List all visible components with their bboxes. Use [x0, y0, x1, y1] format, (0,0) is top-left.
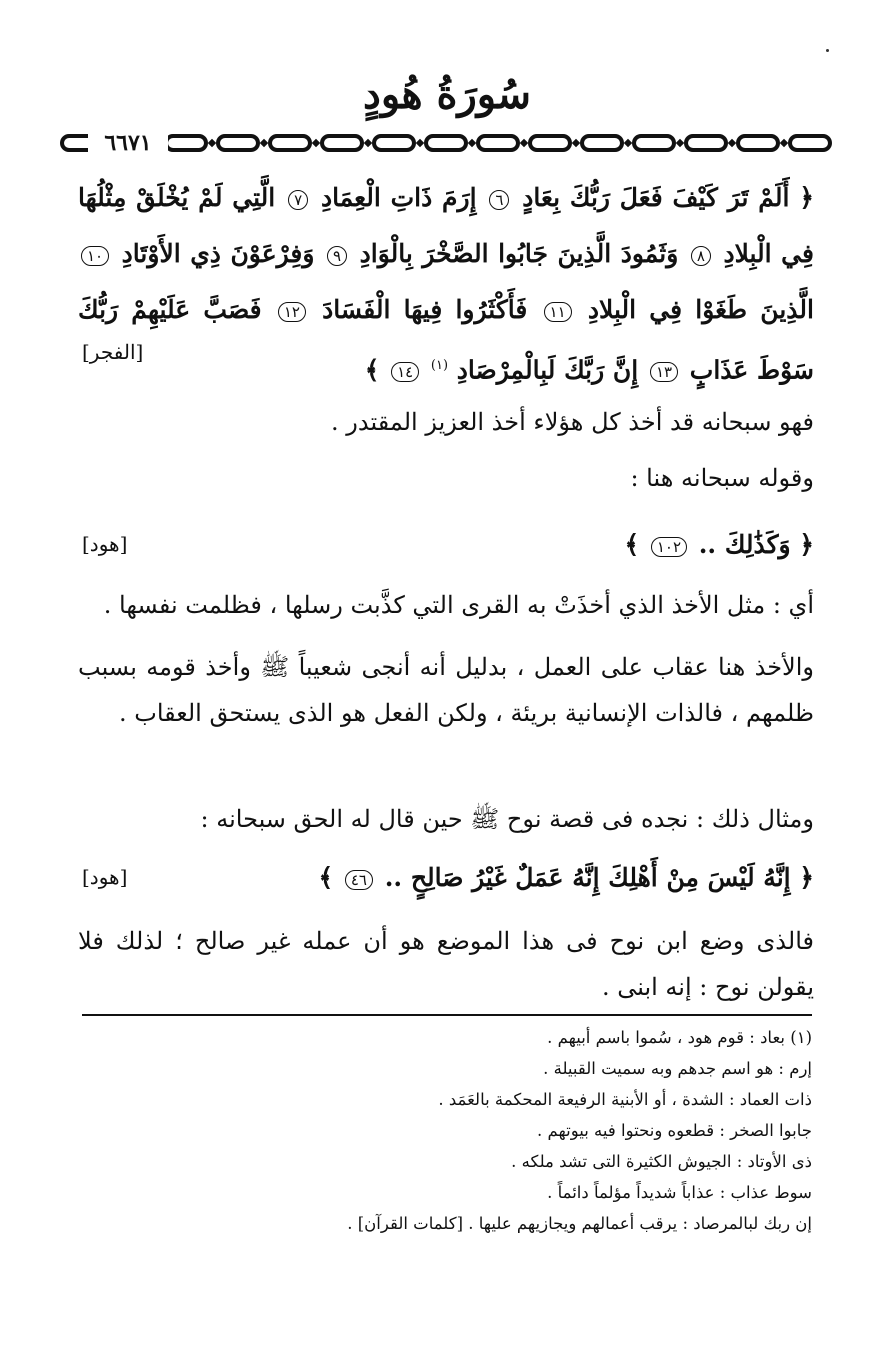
verse-number: ١٠٢ — [651, 537, 687, 557]
chain-link — [790, 136, 830, 150]
verse-text: وَكَذَٰلِكَ .. — [698, 530, 791, 559]
verse-number: ٤٦ — [345, 870, 373, 890]
verse-number: ٩ — [327, 246, 347, 266]
verse-text: وَثَمُودَ الَّذِينَ جَابُوا الصَّخْرَ بِالْوَادِ — [359, 239, 679, 268]
footnote-divider — [82, 1014, 812, 1016]
quran-open-bracket: ﴿ — [799, 183, 814, 212]
surah-reference-hud: [هود] — [82, 532, 128, 556]
chain-link — [738, 136, 778, 150]
verse-number: ١١ — [544, 302, 572, 322]
chain-link — [686, 136, 726, 150]
verse-text: فَأَكْثَرُوا فِيهَا الْفَسَادَ — [322, 295, 528, 324]
footnote-line: (١) بعاد : قوم هود ، سُموا باسم أبيهم . — [547, 1028, 812, 1047]
chain-diamond — [676, 139, 684, 147]
verse-text: أَلَمْ تَرَ كَيْفَ فَعَلَ رَبُّكَ بِعَادٍ — [522, 183, 790, 212]
quran-close-bracket: ﴾ — [364, 355, 380, 385]
chain-diamond — [728, 139, 736, 147]
chain-diamond — [572, 139, 580, 147]
chain-diamond — [312, 139, 320, 147]
stray-dot — [826, 49, 829, 52]
chain-diamond — [260, 139, 268, 147]
paragraph: فهو سبحانه قد أخذ كل هؤلاء أخذ العزيز المقتدر . — [331, 408, 814, 436]
hud-verse-102 — [78, 517, 814, 573]
verse-number: ١٤ — [391, 362, 419, 382]
footnotes — [82, 1022, 812, 1239]
chain-link — [218, 136, 258, 150]
chain-link — [582, 136, 622, 150]
verse-text: إِنَّ رَبَّكَ لَبِالْمِرْصَادِ — [456, 355, 639, 385]
chain-link — [634, 136, 674, 150]
paragraph: ومثال ذلك : نجده فى قصة نوح ﷺ حين قال له الحق سبحانه : — [200, 805, 814, 833]
footnote-line: إرم : هو اسم جدهم وبه سميت القبيلة . — [543, 1059, 812, 1078]
paragraph: أي : مثل الأخذ الذي أخذَتْ به القرى التي كذَّبت رسلها ، فظلمت نفسها . — [103, 591, 814, 619]
chain-diamond — [208, 139, 216, 147]
paragraph: والأخذ هنا عقاب على العمل ، بدليل أنه أنجى شعيباً ﷺ وأخذ قومه بسبب ظلمهم ، فالذات الإنسانية بريئة ، ولكن الفعل هو الذى يستحق العقاب . — [78, 653, 814, 727]
paragraph: وقوله سبحانه هنا : — [630, 464, 814, 492]
verse-text: إِرَمَ ذَاتِ الْعِمَادِ — [320, 183, 477, 212]
chain-link — [270, 136, 310, 150]
verse-number: ٧ — [288, 190, 308, 210]
footnote-line: ذات العماد : الشدة ، أو الأبنية الرفيعة المحكمة بالعَمَد . — [438, 1090, 812, 1109]
footnote-line: سوط عذاب : عذاباً شديداً مؤلماً دائماً . — [547, 1183, 812, 1202]
quran-open-bracket: ﴿ — [799, 863, 814, 892]
chain-link — [322, 136, 362, 150]
page-number: ٦٦٧١ — [88, 128, 168, 158]
footnote-line: ذى الأوتاد : الجيوش الكثيرة التى تشد ملكه . — [511, 1152, 812, 1171]
chain-link — [166, 136, 206, 150]
chain-diamond — [468, 139, 476, 147]
chain-diamond — [520, 139, 528, 147]
verse-text: إِنَّهُ لَيْسَ مِنْ أَهْلِكَ إِنَّهُ عَمَلٌ غَيْرُ صَالِحٍ .. — [384, 863, 791, 892]
quran-open-bracket: ﴿ — [799, 530, 814, 559]
verse-number: ١٣ — [650, 362, 678, 382]
chain-diamond — [780, 139, 788, 147]
hud-verse-46 — [78, 850, 814, 906]
surah-reference-fajr: [الفجر] — [82, 340, 144, 364]
footnote-line: جابوا الصخر : قطعوه ونحتوا فيه بيوتهم . — [537, 1121, 812, 1140]
chain-diamond — [416, 139, 424, 147]
verse-text: فَصَبَّ عَلَيْهِمْ رَبُّكَ سَوْطَ عَذَابٍ — [78, 295, 814, 385]
verse-number: ١٢ — [278, 302, 306, 322]
verse-number: ٦ — [489, 190, 509, 210]
fajr-verses-block — [78, 170, 814, 398]
chain-link — [530, 136, 570, 150]
verse-number: ٨ — [691, 246, 711, 266]
chain-link — [426, 136, 466, 150]
quran-close-bracket: ﴾ — [624, 530, 640, 559]
footnote-line: إن ربك لبالمرصاد : يرقب أعمالهم ويجازيهم عليها . [كلمات القرآن] . — [347, 1214, 812, 1233]
chain-ornament-border — [58, 128, 836, 158]
verse-number: ١٠ — [81, 246, 109, 266]
surah-title: سُورَةُ هُودٍ — [363, 71, 531, 118]
verse-text: وَفِرْعَوْنَ ذِي الأَوْتَادِ — [121, 239, 315, 268]
paragraph: فالذى وضع ابن نوح فى هذا الموضع هو أن عمله غير صالح ؛ لذلك فلا يقولن نوح : إنه ابنى . — [78, 927, 814, 1001]
footnote-marker: (١) — [430, 358, 449, 373]
chain-link — [478, 136, 518, 150]
chain-diamond — [624, 139, 632, 147]
surah-reference-hud: [هود] — [82, 865, 128, 889]
chain-diamond — [364, 139, 372, 147]
chain-link — [374, 136, 414, 150]
verse-text: الَّتِي لَمْ يُخْلَقْ مِثْلُهَا فِي الْبِلادِ — [78, 183, 814, 268]
verse-text: الَّذِينَ طَغَوْا فِي الْبِلادِ — [587, 295, 814, 324]
quran-close-bracket: ﴾ — [318, 863, 334, 892]
